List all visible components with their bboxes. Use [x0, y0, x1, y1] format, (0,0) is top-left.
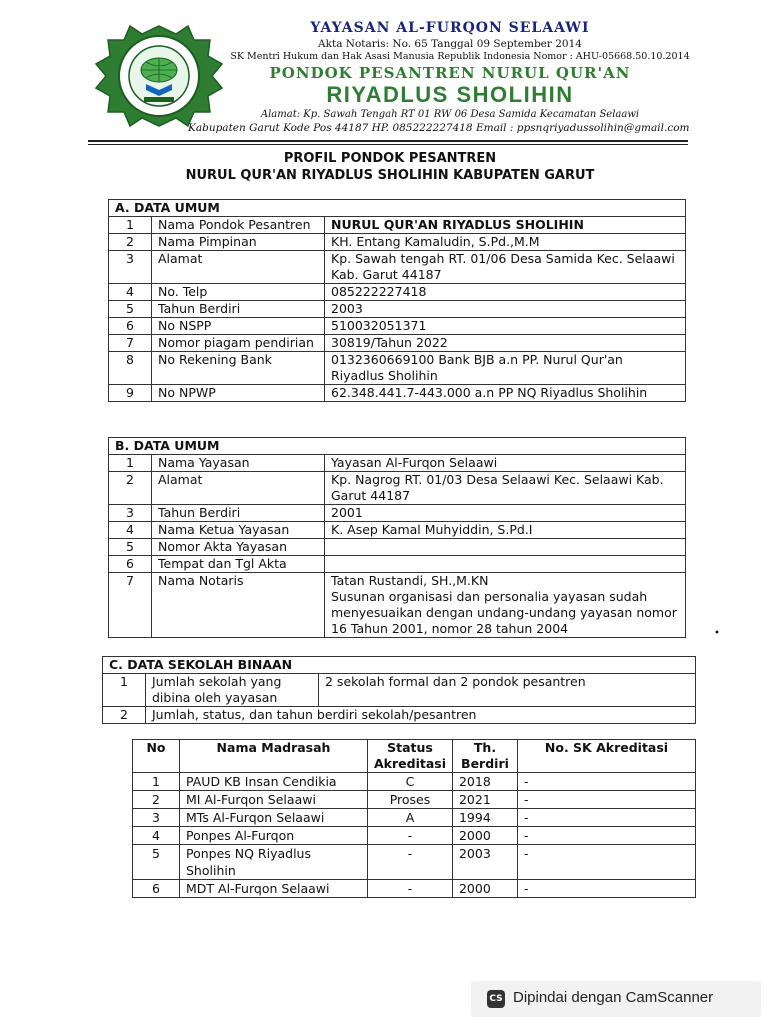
- section-c-heading: C. DATA SEKOLAH BINAAN: [103, 657, 696, 674]
- table-row: [109, 556, 686, 573]
- table-row: [133, 773, 696, 791]
- cell-sk: -: [517, 827, 695, 845]
- notaris-name: Tatan Rustandi, SH.,M.KN: [331, 573, 489, 588]
- row-value: [325, 539, 686, 556]
- table-row: [109, 522, 686, 539]
- row-number: 6: [109, 318, 152, 335]
- row-value: KH. Entang Kamaludin, S.Pd.,M.M: [325, 234, 686, 251]
- letterhead-divider: [88, 140, 688, 142]
- cell-nama: MTs Al-Furqon Selaawi: [180, 809, 368, 827]
- row-number: 9: [109, 385, 152, 402]
- cell-status: -: [368, 845, 453, 880]
- cell-tahun: 2021: [452, 791, 517, 809]
- camscanner-watermark: [471, 981, 761, 1017]
- row-number: 3: [109, 505, 152, 522]
- row-number: 2: [109, 472, 152, 505]
- camscanner-label: Dipindai dengan CamScanner: [513, 989, 714, 1006]
- table-row: [109, 335, 686, 352]
- table-header-row: [133, 740, 696, 773]
- row-value: [325, 556, 686, 573]
- table-row: [109, 284, 686, 301]
- notaris-note: Susunan organisasi dan personalia yayasan sudah menyesuaikan dengan undang-undang yayasan nomor 16 Tahun 2001, nomor 28 tahun 2004: [331, 589, 677, 636]
- header-status: Status Akreditasi: [368, 740, 453, 773]
- cell-no: 3: [133, 809, 180, 827]
- row-label: Tahun Berdiri: [152, 505, 325, 522]
- cell-no: 1: [133, 773, 180, 791]
- row-number: 8: [109, 352, 152, 385]
- section-a-table: [108, 199, 686, 402]
- header-no: No: [133, 740, 180, 773]
- row-label: Nama Pondok Pesantren: [152, 217, 325, 234]
- row-value: NURUL QUR'AN RIYADLUS SHOLIHIN: [325, 217, 686, 234]
- row-number: 6: [109, 556, 152, 573]
- cell-nama: PAUD KB Insan Cendikia: [180, 773, 368, 791]
- letterhead-address: Alamat: Kp. Sawah Tengah RT 01 RW 06 Desa Samida Kecamatan Selaawi: [260, 109, 640, 120]
- row-value: 2001: [325, 505, 686, 522]
- pesantren-name: RIYADLUS SHOLIHIN: [326, 82, 574, 107]
- row-number: 3: [109, 251, 152, 284]
- header-sk: No. SK Akreditasi: [517, 740, 695, 773]
- table-row: [109, 385, 686, 402]
- pondok-title: PONDOK PESANTREN NURUL QUR'AN: [269, 64, 631, 82]
- sk-mentri: SK Mentri Hukum dan Hak Asasi Manusia Republik Indonesia Nomor : AHU-05668.50.10.2014: [230, 51, 690, 62]
- akta-notaris: Akta Notaris: No. 65 Tanggal 09 September 2014: [318, 38, 582, 50]
- cell-nama: MI Al-Furqon Selaawi: [180, 791, 368, 809]
- table-row: [133, 791, 696, 809]
- row-number: 1: [109, 455, 152, 472]
- row-number: 5: [109, 301, 152, 318]
- section-b-table: [108, 437, 686, 638]
- cell-no: 2: [133, 791, 180, 809]
- table-row: [109, 472, 686, 505]
- section-b-heading: B. DATA UMUM: [109, 438, 686, 455]
- row-number: 4: [109, 284, 152, 301]
- row-label: Tahun Berdiri: [152, 301, 325, 318]
- row-label: Jumlah, status, dan tahun berdiri sekolah/pesantren: [146, 707, 696, 724]
- row-value: Kp. Nagrog RT. 01/03 Desa Selaawi Kec. Selaawi Kab. Garut 44187: [325, 472, 686, 505]
- row-label: Alamat: [152, 251, 325, 284]
- row-label: Nama Notaris: [152, 573, 325, 638]
- cell-tahun: 2000: [452, 880, 517, 898]
- section-a-heading: A. DATA UMUM: [109, 200, 686, 217]
- row-label: Alamat: [152, 472, 325, 505]
- row-number: 2: [109, 234, 152, 251]
- header-nama: Nama Madrasah: [180, 740, 368, 773]
- row-value: Kp. Sawah tengah RT. 01/06 Desa Samida Kec. Selaawi Kab. Garut 44187: [325, 251, 686, 284]
- row-value: 085222227418: [325, 284, 686, 301]
- row-label: Nomor Akta Yayasan: [152, 539, 325, 556]
- scan-speck: •: [714, 628, 720, 639]
- row-value: 0132360669100 Bank BJB a.n PP. Nurul Qur'an Riyadlus Sholihin: [325, 352, 686, 385]
- cell-status: -: [368, 880, 453, 898]
- cell-tahun: 2003: [452, 845, 517, 880]
- cell-sk: -: [517, 845, 695, 880]
- document-subtitle: NURUL QUR'AN RIYADLUS SHOLIHIN KABUPATEN GARUT: [185, 168, 595, 183]
- cell-sk: -: [517, 791, 695, 809]
- cell-status: C: [368, 773, 453, 791]
- row-label: Jumlah sekolah yang dibina oleh yayasan: [146, 674, 319, 707]
- section-c-table: [102, 656, 696, 724]
- cell-tahun: 2000: [452, 827, 517, 845]
- cell-tahun: 2018: [452, 773, 517, 791]
- cell-no: 4: [133, 827, 180, 845]
- table-row: [133, 880, 696, 898]
- table-row: [109, 251, 686, 284]
- row-label: No Rekening Bank: [152, 352, 325, 385]
- letterhead-divider-thin: [88, 144, 688, 145]
- header-tahun: Th. Berdiri: [452, 740, 517, 773]
- row-label: Nama Ketua Yayasan: [152, 522, 325, 539]
- row-value: 2 sekolah formal dan 2 pondok pesantren: [319, 674, 696, 707]
- row-label: No NSPP: [152, 318, 325, 335]
- table-row: [109, 352, 686, 385]
- camscanner-icon: CS: [487, 990, 505, 1008]
- row-value: 2003: [325, 301, 686, 318]
- row-value: 510032051371: [325, 318, 686, 335]
- row-label: Nama Pimpinan: [152, 234, 325, 251]
- row-number: 2: [103, 707, 146, 724]
- document-title: PROFIL PONDOK PESANTREN: [283, 151, 497, 166]
- row-value: Yayasan Al-Furqon Selaawi: [325, 455, 686, 472]
- letterhead-contact: Kabupaten Garut Kode Pos 44187 HP. 085222227418 Email : ppsnqriyadussolihin@gmail.com: [188, 122, 690, 134]
- row-value: 30819/Tahun 2022: [325, 335, 686, 352]
- cell-nama: MDT Al-Furqon Selaawi: [180, 880, 368, 898]
- table-row: [109, 301, 686, 318]
- row-label: No NPWP: [152, 385, 325, 402]
- row-label: Tempat dan Tgl Akta: [152, 556, 325, 573]
- table-row: [109, 505, 686, 522]
- cell-nama: Ponpes NQ Riyadlus Sholihin: [180, 845, 368, 880]
- cell-sk: -: [517, 773, 695, 791]
- row-number: 7: [109, 573, 152, 638]
- table-row: [133, 827, 696, 845]
- table-row: [109, 539, 686, 556]
- table-row: [133, 809, 696, 827]
- row-number: 5: [109, 539, 152, 556]
- cell-sk: -: [517, 880, 695, 898]
- row-value: [325, 573, 686, 638]
- table-row: [109, 217, 686, 234]
- row-number: 1: [109, 217, 152, 234]
- table-row: [109, 455, 686, 472]
- cell-sk: -: [517, 809, 695, 827]
- yayasan-name: YAYASAN AL-FURQON SELAAWI: [310, 20, 590, 36]
- table-row: [109, 234, 686, 251]
- row-number: 7: [109, 335, 152, 352]
- row-label: Nama Yayasan: [152, 455, 325, 472]
- row-label: Nomor piagam pendirian: [152, 335, 325, 352]
- cell-tahun: 1994: [452, 809, 517, 827]
- table-row: [103, 674, 696, 707]
- table-row: [133, 845, 696, 880]
- table-row: [109, 318, 686, 335]
- madrasah-table: [132, 739, 696, 898]
- row-value: 62.348.441.7-443.000 a.n PP NQ Riyadlus Sholihin: [325, 385, 686, 402]
- row-label: No. Telp: [152, 284, 325, 301]
- table-row: [109, 573, 686, 638]
- cell-status: A: [368, 809, 453, 827]
- row-number: 1: [103, 674, 146, 707]
- cell-status: Proses: [368, 791, 453, 809]
- row-number: 4: [109, 522, 152, 539]
- cell-no: 6: [133, 880, 180, 898]
- cell-nama: Ponpes Al-Furqon: [180, 827, 368, 845]
- cell-no: 5: [133, 845, 180, 880]
- row-value: K. Asep Kamal Muhyiddin, S.Pd.I: [325, 522, 686, 539]
- cell-status: -: [368, 827, 453, 845]
- table-row: [103, 707, 696, 724]
